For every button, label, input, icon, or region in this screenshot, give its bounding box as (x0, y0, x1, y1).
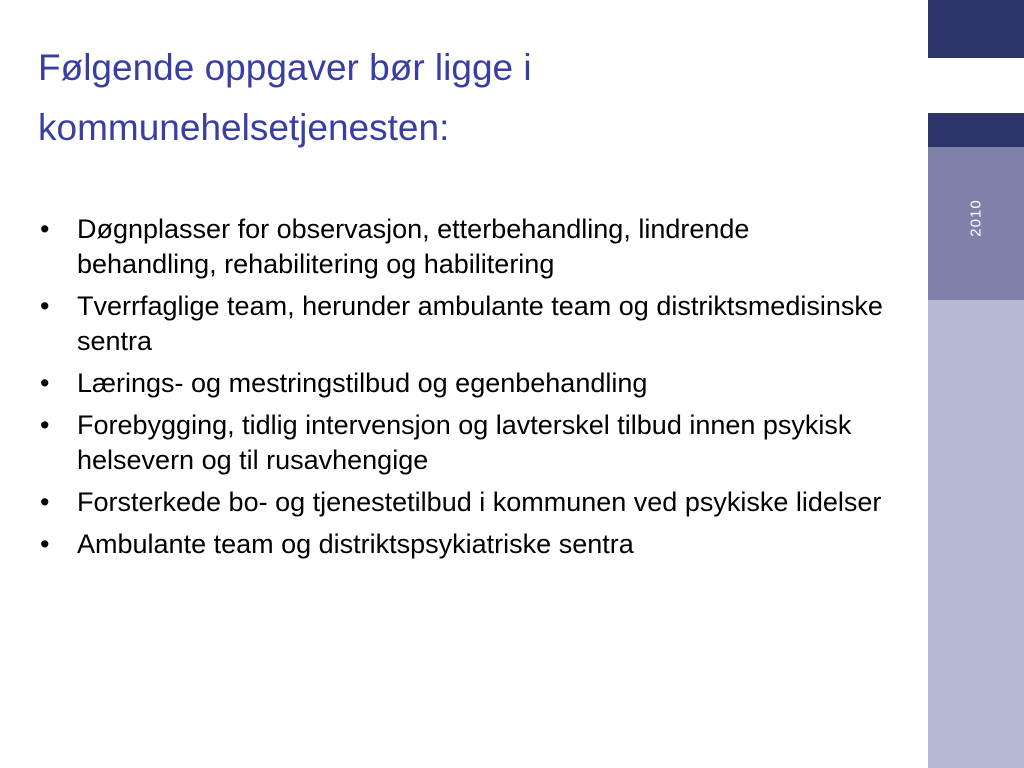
side-band (928, 0, 1024, 768)
list-item (40, 408, 890, 478)
bullet-point: • (40, 214, 50, 244)
bullet-text: Lærings- og mestringstilbud og egenbehandling (77, 368, 648, 398)
band-dark-segment (928, 113, 1024, 147)
band-top-segment (928, 0, 1024, 58)
list-item (40, 527, 890, 562)
list-item (40, 485, 890, 520)
bullet-point: • (40, 529, 50, 559)
bullet-text: Ambulante team og distriktspsykiatriske sentra (77, 529, 634, 559)
list-item (40, 366, 890, 401)
bullet-list (40, 212, 890, 569)
bullet-text: Tverrfaglige team, herunder ambulante team og distriktsmedisinske sentra (77, 291, 883, 356)
slide-title: Følgende oppgaver bør ligge i kommunehelsetjenesten: (38, 47, 532, 148)
bullet-point: • (40, 291, 50, 321)
list-item (40, 212, 890, 282)
year-label: 2010 (967, 199, 985, 237)
band-light-segment (928, 300, 1024, 768)
bullet-point: • (40, 410, 50, 440)
bullet-point: • (40, 487, 50, 517)
list-item (40, 289, 890, 359)
bullet-text: Forsterkede bo- og tjenestetilbud i kommunen ved psykiske lidelser (77, 487, 882, 517)
logo-area (928, 58, 1024, 113)
bullet-point: • (40, 368, 50, 398)
bullet-text: Døgnplasser for observasjon, etterbehandling, lindrende behandling, rehabilitering og habilitering (77, 214, 750, 279)
bullet-text: Forebygging, tidlig intervensjon og lavterskel tilbud innen psykisk helsevern og til rusavhengige (77, 410, 852, 475)
